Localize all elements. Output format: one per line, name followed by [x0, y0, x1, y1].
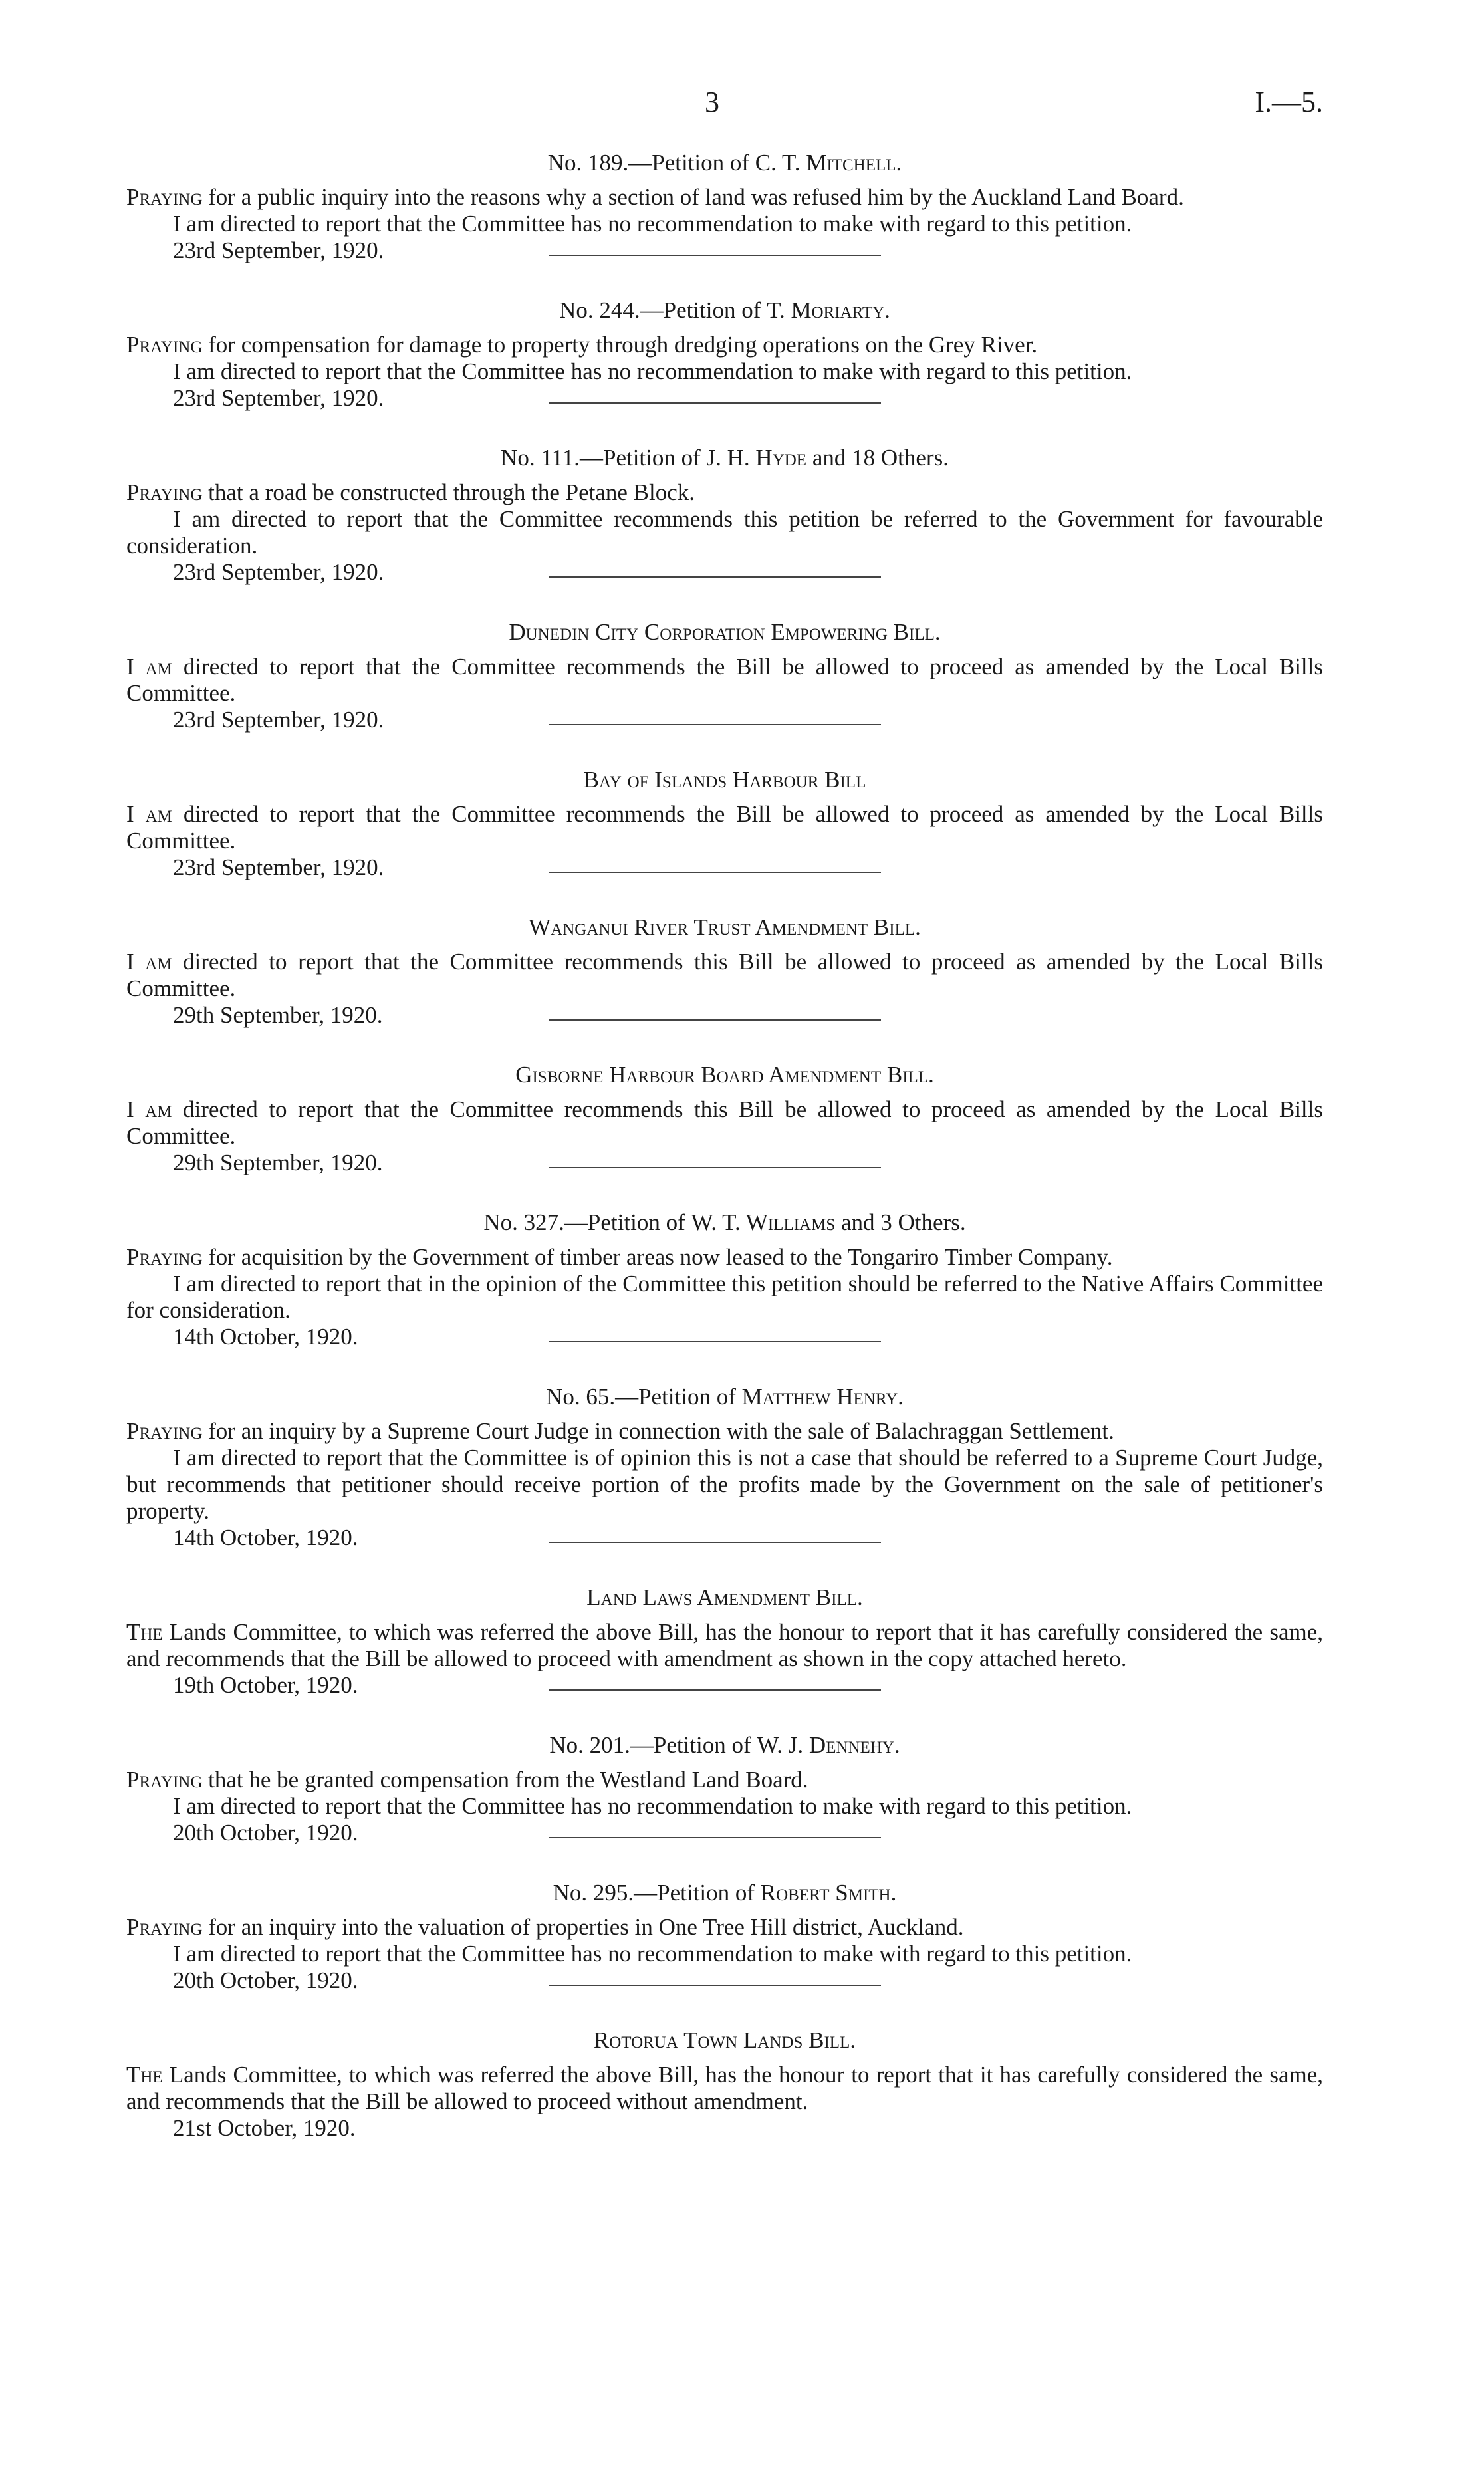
entry-report: I am directed to report that the Committee has no recommendation to make with regard to this petition. [173, 211, 1132, 237]
entry-report: I am directed to report that in the opinion of the Committee this petition should be referred to the Native Affairs Committee for consideration. [126, 1271, 1323, 1323]
entry-date: 14th October, 1920. [126, 1525, 1323, 1551]
page-number: 3 [705, 86, 719, 118]
report-list [126, 150, 1323, 2142]
divider-rule [549, 1019, 881, 1021]
divider-rule [549, 1985, 881, 1986]
entry-text: I am directed to report that the Committee recommends this Bill be allowed to proceed as amended by the Local Bills Committee. [126, 1096, 1323, 1149]
entry-report: I am directed to report that the Committee has no recommendation to make with regard to this petition. [173, 1941, 1132, 1967]
entry-text: I am directed to report that the Committee recommends the Bill be allowed to proceed as amended by the Local Bills Committee. [126, 654, 1323, 706]
entry-report: I am directed to report that the Committee recommends this petition be referred to the Government for favourable consideration. [126, 506, 1323, 558]
entry-date: 20th October, 1920. [126, 1820, 1323, 1846]
entry-title: No. 189.—Petition of C. T. Mitchell. [547, 150, 902, 176]
entry-title: Rotorua Town Lands Bill. [593, 2027, 856, 2053]
page-header [126, 85, 1323, 125]
divider-rule [549, 724, 881, 725]
report-entry [126, 1584, 1323, 1699]
entry-text: Praying for compensation for damage to property through dredging operations on the Grey River. [126, 332, 1038, 358]
entry-text: The Lands Committee, to which was referred the above Bill, has the honour to report that it has carefully considered the same, and recommends that the Bill be allowed to proceed without amendment. [126, 2062, 1323, 2114]
entry-title: No. 244.—Petition of T. Moriarty. [559, 297, 890, 323]
report-entry [126, 1384, 1323, 1551]
entry-report: I am directed to report that the Committee has no recommendation to make with regard to this petition. [173, 358, 1132, 384]
entry-report: I am directed to report that the Committee is of opinion this is not a case that should be referred to a Supreme Court Judge, but recommends that petitioner should receive portion of the profits made by the Government on the sale of petitioner's property. [126, 1445, 1323, 1524]
report-entry [126, 1209, 1323, 1350]
entry-text: Praying for acquisition by the Government of timber areas now leased to the Tongariro Timber Company. [126, 1244, 1113, 1270]
divider-rule [549, 1341, 881, 1342]
report-entry [126, 767, 1323, 881]
entry-title: No. 111.—Petition of J. H. Hyde and 18 Others. [501, 445, 949, 471]
entry-text: Praying that he be granted compensation from the Westland Land Board. [126, 1767, 808, 1792]
entry-text: Praying for a public inquiry into the reasons why a section of land was refused him by the Auckland Land Board. [126, 184, 1184, 210]
divider-rule [549, 402, 881, 404]
divider-rule [549, 255, 881, 256]
divider-rule [549, 872, 881, 873]
entry-date: 19th October, 1920. [126, 1672, 1323, 1699]
entry-title: No. 65.—Petition of Matthew Henry. [546, 1384, 904, 1410]
entry-report: I am directed to report that the Committee has no recommendation to make with regard to this petition. [173, 1793, 1132, 1819]
entry-text: Praying for an inquiry by a Supreme Court Judge in connection with the sale of Balachraggan Settlement. [126, 1418, 1114, 1444]
document-reference: I.—5. [1255, 86, 1323, 118]
entry-title: No. 201.—Petition of W. J. Dennehy. [549, 1732, 900, 1758]
divider-rule [549, 1167, 881, 1168]
entry-date: 23rd September, 1920. [126, 559, 1323, 586]
entry-title: Land Laws Amendment Bill. [586, 1584, 863, 1610]
entry-text: Praying for an inquiry into the valuation of properties in One Tree Hill district, Auckland. [126, 1914, 964, 1940]
entry-text: Praying that a road be constructed through the Petane Block. [126, 479, 695, 505]
entry-text: I am directed to report that the Committee recommends this Bill be allowed to proceed as amended by the Local Bills Committee. [126, 949, 1323, 1001]
entry-date: 29th September, 1920. [126, 1150, 1323, 1176]
entry-text: The Lands Committee, to which was referred the above Bill, has the honour to report that it has carefully considered the same, and recommends that the Bill be allowed to proceed with amendment as shown in the copy attached hereto. [126, 1619, 1323, 1671]
entry-date: 23rd September, 1920. [126, 854, 1323, 881]
entry-title: Dunedin City Corporation Empowering Bill. [509, 619, 941, 645]
report-entry [126, 2027, 1323, 2142]
report-entry [126, 445, 1323, 586]
report-entry [126, 150, 1323, 264]
divider-rule [549, 1837, 881, 1838]
entry-date: 23rd September, 1920. [126, 385, 1323, 412]
entry-title: No. 295.—Petition of Robert Smith. [553, 1880, 897, 1906]
entry-date: 29th September, 1920. [126, 1002, 1323, 1029]
entry-title: Wanganui River Trust Amendment Bill. [529, 914, 921, 940]
entry-text: I am directed to report that the Committee recommends the Bill be allowed to proceed as amended by the Local Bills Committee. [126, 801, 1323, 854]
entry-title: Gisborne Harbour Board Amendment Bill. [515, 1062, 934, 1088]
entry-date: 23rd September, 1920. [126, 707, 1323, 733]
report-entry [126, 914, 1323, 1029]
entry-date: 14th October, 1920. [126, 1324, 1323, 1350]
report-entry [126, 1880, 1323, 1994]
report-entry [126, 297, 1323, 412]
divider-rule [549, 1689, 881, 1691]
entry-title: Bay of Islands Harbour Bill [583, 767, 866, 793]
entry-date: 21st October, 1920. [173, 2115, 356, 2141]
report-entry [126, 1062, 1323, 1176]
report-entry [126, 619, 1323, 733]
divider-rule [549, 576, 881, 578]
entry-title: No. 327.—Petition of W. T. Williams and 3 Others. [483, 1209, 966, 1235]
entry-date: 23rd September, 1920. [126, 237, 1323, 264]
divider-rule [549, 1542, 881, 1543]
entry-date: 20th October, 1920. [126, 1967, 1323, 1994]
report-entry [126, 1732, 1323, 1846]
